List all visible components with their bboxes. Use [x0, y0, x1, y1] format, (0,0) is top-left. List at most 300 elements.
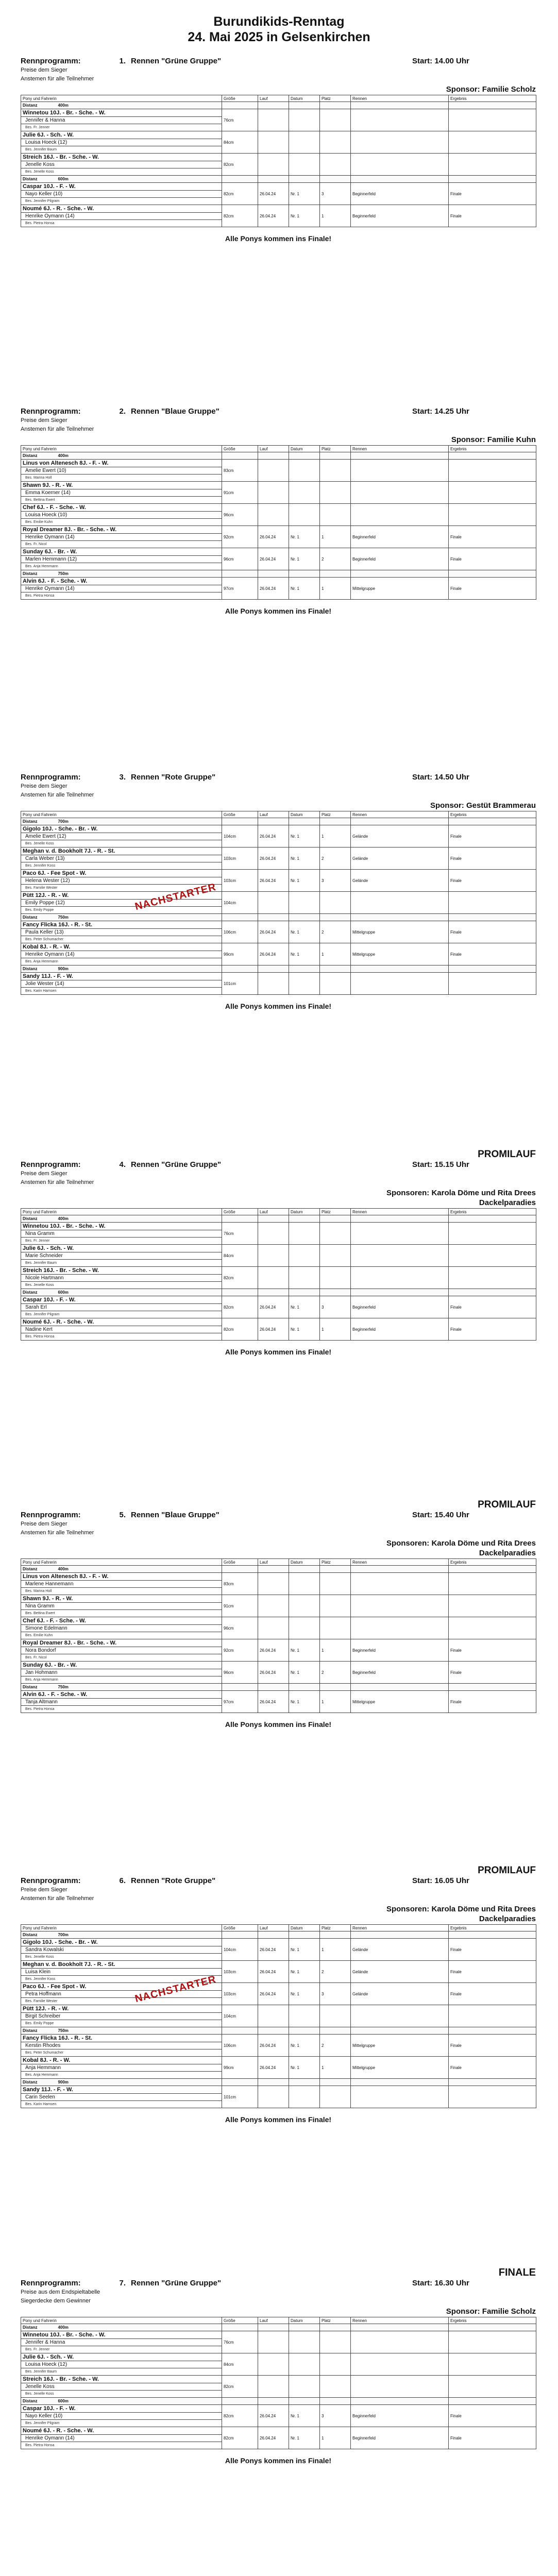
empty-cell	[351, 818, 449, 825]
result-cell: Nr. 1	[289, 2427, 320, 2449]
pony-row	[21, 1961, 536, 1969]
race-start-time: Start: 14.50 Uhr	[412, 773, 469, 782]
result-cell: 26.04.24	[258, 2427, 289, 2449]
race-prize-line: Anstemen für alle Teilnehmer	[21, 76, 94, 82]
result-cell	[258, 1573, 289, 1595]
pony-size: 97cm	[222, 578, 258, 600]
result-cell: 26.04.24	[258, 1318, 289, 1341]
rider-name: Tanja Altmann	[21, 1699, 222, 1706]
owner-name: Bes. Emilie Kuhn	[21, 1632, 222, 1639]
owner-name: Bes. Peter Schumacher	[21, 2049, 222, 2057]
pony-name: Sunday 6J. - Br. - W.	[21, 1662, 222, 1669]
table-header-cell: Ergebnis	[449, 1209, 536, 1215]
result-cell	[289, 504, 320, 526]
promilauf-label: PROMILAUF	[478, 1149, 536, 1160]
result-cell: 26.04.24	[258, 870, 289, 892]
pony-name: Julie 6J. - Sch. - W.	[21, 1245, 222, 1252]
result-cell: Nr. 1	[289, 526, 320, 548]
table-header-cell: Pony und Fahrerin	[21, 1209, 222, 1215]
race-section	[21, 1865, 536, 2124]
result-cell	[320, 1267, 351, 1289]
race-table	[21, 95, 536, 227]
empty-cell	[258, 102, 289, 109]
table-header-cell: Pony und Fahrerin	[21, 1559, 222, 1566]
rider-name: Paula Keller (13)	[21, 929, 222, 936]
result-cell	[258, 2086, 289, 2108]
result-cell	[289, 1267, 320, 1289]
result-cell: Nr. 1	[289, 578, 320, 600]
pony-size: 96cm	[222, 548, 258, 570]
result-cell	[351, 1617, 449, 1639]
distance-label	[21, 1684, 222, 1691]
empty-cell	[222, 102, 258, 109]
result-cell	[258, 1595, 289, 1617]
rennprogramm-label: Rennprogramm:	[21, 1160, 81, 1169]
result-cell	[449, 2086, 536, 2108]
table-header-cell: Platz	[320, 1209, 351, 1215]
table-header-cell: Größe	[222, 2317, 258, 2324]
distance-value: 700m	[58, 1933, 69, 1937]
pony-name: Sunday 6J. - Br. - W.	[21, 548, 222, 556]
result-cell: Nr. 1	[289, 183, 320, 205]
result-cell	[320, 1245, 351, 1267]
pony-name: Shawn 9J. - R. - W.	[21, 1595, 222, 1603]
empty-cell	[289, 1289, 320, 1296]
table-header-cell: Lauf	[258, 811, 289, 818]
nachstarter-stamp: NACHSTARTER	[133, 881, 217, 913]
result-cell: 26.04.24	[258, 848, 289, 870]
owner-name: Bes. Jennifer Baum	[21, 1260, 222, 1267]
result-cell	[449, 1245, 536, 1267]
distance-value: 400m	[58, 1216, 69, 1221]
table-header-cell: Ergebnis	[449, 1925, 536, 1931]
distance-label	[21, 914, 222, 921]
pony-size: 82cm	[222, 1318, 258, 1341]
owner-name: Bes. Karin Hamsen	[21, 2101, 222, 2108]
result-cell	[351, 109, 449, 131]
result-cell: Finale	[449, 943, 536, 965]
owner-name: Bes. Anja Hemmann	[21, 1676, 222, 1684]
empty-cell	[222, 818, 258, 825]
empty-cell	[449, 1215, 536, 1223]
result-cell	[320, 2005, 351, 2027]
owner-name: Bes. Pietra Honsa	[21, 1333, 222, 1341]
race-number: 1.	[119, 57, 126, 65]
table-header-cell: Lauf	[258, 1209, 289, 1215]
owner-name: Bes. Emilie Kuhn	[21, 519, 222, 526]
pony-row	[21, 2427, 536, 2435]
owner-name: Bes. Jenelle Koss	[21, 1954, 222, 1961]
race-prize-line: Anstemen für alle Teilnehmer	[21, 1895, 94, 1902]
distance-value: 750m	[58, 1685, 69, 1689]
empty-cell	[222, 1684, 258, 1691]
result-cell: 2	[320, 548, 351, 570]
empty-cell	[351, 176, 449, 183]
pony-name: Kobal 8J. - R. - W.	[21, 943, 222, 951]
empty-cell	[320, 452, 351, 460]
owner-name: Bes. Fr. Jenner	[21, 1238, 222, 1245]
rider-name: Anja Hemmann	[21, 2064, 222, 2072]
result-cell	[258, 2376, 289, 2398]
owner-name: Bes. Bettina Ewert	[21, 1610, 222, 1617]
result-cell	[320, 892, 351, 914]
empty-cell	[320, 1566, 351, 1573]
empty-cell	[320, 2324, 351, 2331]
race-prize-line: Anstemen für alle Teilnehmer	[21, 1179, 94, 1185]
pony-row	[21, 892, 536, 900]
rider-name: Henrike Oymann (14)	[21, 534, 222, 541]
empty-cell	[320, 1289, 351, 1296]
pony-size: 96cm	[222, 1662, 258, 1684]
all-ponies-finale-note: Alle Ponys kommen ins Finale!	[225, 234, 332, 243]
race-number: 3.	[119, 773, 126, 782]
table-header-cell: Pony und Fahrerin	[21, 1925, 222, 1931]
pony-row	[21, 2376, 536, 2383]
result-cell: Finale	[449, 2035, 536, 2057]
result-cell	[320, 1595, 351, 1617]
result-cell	[258, 482, 289, 504]
pony-size: 104cm	[222, 2005, 258, 2027]
result-cell: Beginnerfeld	[351, 1639, 449, 1662]
pony-row	[21, 460, 536, 467]
race-table	[21, 1924, 536, 2108]
result-cell	[258, 2005, 289, 2027]
distance-row	[21, 1215, 536, 1223]
result-cell: Beginnerfeld	[351, 548, 449, 570]
result-cell: Finale	[449, 1662, 536, 1684]
pony-row	[21, 2331, 536, 2339]
race-section	[21, 407, 536, 615]
pony-name: Sandy 11J. - F. - W.	[21, 973, 222, 980]
empty-cell	[289, 818, 320, 825]
empty-cell	[289, 2027, 320, 2035]
pony-row	[21, 548, 536, 556]
pony-size: 96cm	[222, 1617, 258, 1639]
table-header-cell: Größe	[222, 1925, 258, 1931]
pony-row	[21, 2405, 536, 2413]
result-cell: 26.04.24	[258, 2035, 289, 2057]
result-cell	[320, 109, 351, 131]
result-cell: 1	[320, 526, 351, 548]
result-cell	[351, 892, 449, 914]
rennprogramm-label: Rennprogramm:	[21, 57, 81, 65]
result-cell: Beginnerfeld	[351, 2427, 449, 2449]
pony-row	[21, 205, 536, 213]
empty-cell	[449, 452, 536, 460]
distance-name: Distanz	[23, 2399, 38, 2403]
race-start-time: Start: 16.30 Uhr	[412, 2279, 469, 2287]
rider-name: Marlene Hannemann	[21, 1581, 222, 1588]
result-cell	[289, 2005, 320, 2027]
table-header-cell: Rennen	[351, 95, 449, 102]
empty-cell	[449, 102, 536, 109]
result-cell	[449, 973, 536, 995]
rider-name: Louisa Hoeck (12)	[21, 2361, 222, 2368]
rennprogramm-label: Rennprogramm:	[21, 773, 81, 782]
result-cell: 3	[320, 1983, 351, 2005]
result-cell: Finale	[449, 870, 536, 892]
empty-cell	[449, 914, 536, 921]
owner-name: Bes. Karin Hamsen	[21, 988, 222, 995]
empty-cell	[222, 176, 258, 183]
rider-name: Nadine Kert	[21, 1326, 222, 1333]
empty-cell	[320, 1215, 351, 1223]
rennprogramm-label: Rennprogramm:	[21, 1511, 81, 1519]
result-cell: 1	[320, 1318, 351, 1341]
result-cell	[258, 1245, 289, 1267]
owner-name: Bes. Fr. Nicol	[21, 1654, 222, 1662]
result-cell: Finale	[449, 825, 536, 848]
distance-row	[21, 102, 536, 109]
result-cell	[351, 1223, 449, 1245]
distance-name: Distanz	[23, 915, 38, 920]
pony-size: 101cm	[222, 973, 258, 995]
distance-value: 750m	[58, 571, 69, 576]
pony-name: Meghan v. d. Bookholt 7J. - R. - St.	[21, 848, 222, 855]
result-cell	[289, 973, 320, 995]
result-cell	[320, 1223, 351, 1245]
empty-cell	[289, 1684, 320, 1691]
race-heading	[21, 1160, 536, 1169]
result-cell: 1	[320, 1939, 351, 1961]
empty-cell	[258, 2079, 289, 2086]
table-header-cell: Pony und Fahrerin	[21, 95, 222, 102]
pony-name: Alvin 6J. - F. - Sche. - W.	[21, 578, 222, 585]
race-number: 5.	[119, 1511, 126, 1519]
pony-size: 82cm	[222, 183, 258, 205]
race-start-time: Start: 14.00 Uhr	[412, 57, 469, 65]
race-name: Rennen "Rote Gruppe"	[131, 1876, 216, 1885]
rider-name: Carla Weber (13)	[21, 855, 222, 862]
result-cell	[289, 109, 320, 131]
result-cell: 26.04.24	[258, 1639, 289, 1662]
distance-row	[21, 818, 536, 825]
pony-row	[21, 943, 536, 951]
result-cell	[258, 504, 289, 526]
race-section	[21, 57, 536, 243]
pony-name: Caspar 10J. - F. - W.	[21, 183, 222, 191]
pony-row	[21, 973, 536, 980]
rider-name: Luisa Klein	[21, 1969, 222, 1976]
empty-cell	[222, 2398, 258, 2405]
empty-cell	[258, 965, 289, 973]
race-name: Rennen "Grüne Gruppe"	[131, 2279, 222, 2287]
pony-name: Julie 6J. - Sch. - W.	[21, 2353, 222, 2361]
table-header-cell: Datum	[289, 95, 320, 102]
result-cell: Nr. 1	[289, 1639, 320, 1662]
race-prize-line: Preise dem Sieger	[21, 67, 67, 73]
all-ponies-finale-note: Alle Ponys kommen ins Finale!	[225, 1348, 332, 1356]
owner-name: Bes. Marina Holl	[21, 474, 222, 482]
empty-cell	[258, 818, 289, 825]
distance-value: 700m	[58, 819, 69, 824]
result-cell: Finale	[449, 526, 536, 548]
race-number: 2.	[119, 407, 126, 416]
pony-row	[21, 870, 536, 877]
pony-name: Paco 6J. - Fee Spot - W.	[21, 1983, 222, 1991]
pony-row	[21, 1595, 536, 1603]
result-cell: 1	[320, 943, 351, 965]
result-cell	[449, 460, 536, 482]
distance-name: Distanz	[23, 571, 38, 576]
race-sponsor-sub: Dackelparadies	[479, 1198, 536, 1207]
empty-cell	[320, 1684, 351, 1691]
empty-cell	[320, 965, 351, 973]
distance-label	[21, 1931, 222, 1939]
empty-cell	[258, 1566, 289, 1573]
rider-name: Sarah Erl	[21, 1304, 222, 1311]
distance-row	[21, 1289, 536, 1296]
result-cell: Mittelgruppe	[351, 578, 449, 600]
pony-size: 99cm	[222, 2057, 258, 2079]
table-header-row	[21, 2317, 536, 2324]
empty-cell	[258, 2027, 289, 2035]
result-cell: Nr. 1	[289, 1318, 320, 1341]
race-number: 4.	[119, 1160, 126, 1169]
race-table	[21, 445, 536, 600]
distance-name: Distanz	[23, 967, 38, 971]
result-cell	[289, 2331, 320, 2353]
empty-cell	[258, 2398, 289, 2405]
pony-size: 99cm	[222, 943, 258, 965]
pony-size: 106cm	[222, 921, 258, 943]
owner-name: Bes. Anja Hemmann	[21, 2072, 222, 2079]
empty-cell	[222, 2027, 258, 2035]
result-cell	[449, 1223, 536, 1245]
rider-name: Jenelle Koss	[21, 2383, 222, 2391]
result-cell	[351, 154, 449, 176]
owner-name: Bes. Fr. Jenner	[21, 2346, 222, 2353]
result-cell: 26.04.24	[258, 1691, 289, 1713]
race-number: 7.	[119, 2279, 126, 2287]
rennprogramm-label: Rennprogramm:	[21, 407, 81, 416]
pony-row	[21, 848, 536, 855]
result-cell: Nr. 1	[289, 548, 320, 570]
table-header-cell: Größe	[222, 1559, 258, 1566]
owner-name: Bes. Emily Poppe	[21, 907, 222, 914]
pony-name: Fancy Flicka 16J. - R. - St.	[21, 2035, 222, 2042]
empty-cell	[289, 2324, 320, 2331]
result-cell	[258, 1617, 289, 1639]
rider-name: Helena Wester (12)	[21, 877, 222, 885]
distance-row	[21, 914, 536, 921]
result-cell: Beginnerfeld	[351, 1296, 449, 1318]
empty-cell	[222, 2324, 258, 2331]
owner-name: Bes. Familie Wester	[21, 885, 222, 892]
empty-cell	[351, 102, 449, 109]
pony-size: 101cm	[222, 2086, 258, 2108]
distance-value: 750m	[58, 915, 69, 920]
race-table	[21, 1558, 536, 1713]
distance-name: Distanz	[23, 1685, 38, 1689]
table-header-cell: Pony und Fahrerin	[21, 2317, 222, 2324]
result-cell	[258, 1267, 289, 1289]
empty-cell	[351, 1931, 449, 1939]
result-cell: 26.04.24	[258, 548, 289, 570]
empty-cell	[449, 570, 536, 578]
race-sponsor: Sponsor: Gestüt Brammerau	[430, 801, 536, 810]
race-heading	[21, 2279, 536, 2287]
empty-cell	[351, 965, 449, 973]
empty-cell	[258, 2324, 289, 2331]
owner-name: Bes. Bettina Ewert	[21, 497, 222, 504]
rider-name: Emma Koerner (14)	[21, 489, 222, 497]
result-cell: Gelände	[351, 1983, 449, 2005]
distance-value: 400m	[58, 1567, 69, 1571]
rider-name: Henrike Oymann (14)	[21, 585, 222, 592]
race-name: Rennen "Grüne Gruppe"	[131, 57, 222, 65]
distance-name: Distanz	[23, 1290, 38, 1295]
pony-name: Pütt 12J. - R. - W.	[21, 2005, 222, 2013]
race-prize-line: Anstemen für alle Teilnehmer	[21, 1530, 94, 1536]
pony-row	[21, 2057, 536, 2064]
race-section	[21, 2267, 536, 2465]
table-header-cell: Lauf	[258, 95, 289, 102]
pony-size: 92cm	[222, 526, 258, 548]
result-cell: Gelände	[351, 870, 449, 892]
pony-name: Royal Dreamer 8J. - Br. - Sche. - W.	[21, 526, 222, 534]
result-cell	[320, 482, 351, 504]
result-cell: Nr. 1	[289, 870, 320, 892]
result-cell	[449, 1267, 536, 1289]
distance-name: Distanz	[23, 2080, 38, 2084]
table-header-cell: Pony und Fahrerin	[21, 811, 222, 818]
distance-name: Distanz	[23, 2028, 38, 2033]
pony-size: 82cm	[222, 2376, 258, 2398]
distance-value: 600m	[58, 177, 69, 181]
table-header-cell: Datum	[289, 811, 320, 818]
pony-name: Shawn 9J. - R. - W.	[21, 482, 222, 489]
result-cell: 1	[320, 205, 351, 227]
pony-name: Streich 16J. - Br. - Sche. - W.	[21, 154, 222, 161]
rider-name: Emily Poppe (12)	[21, 900, 222, 907]
rider-name: Henrike Oymann (14)	[21, 213, 222, 220]
race-section	[21, 1149, 536, 1356]
empty-cell	[449, 1931, 536, 1939]
distance-label	[21, 570, 222, 578]
result-cell	[351, 1573, 449, 1595]
pony-row	[21, 183, 536, 191]
result-cell: Nr. 1	[289, 2057, 320, 2079]
rider-name: Kerstin Rhodes	[21, 2042, 222, 2049]
result-cell: Nr. 1	[289, 825, 320, 848]
race-prize-line: Preise dem Sieger	[21, 1171, 67, 1177]
pony-row	[21, 131, 536, 139]
pony-size: 82cm	[222, 2405, 258, 2427]
result-cell: 1	[320, 825, 351, 848]
empty-cell	[222, 1289, 258, 1296]
distance-row	[21, 965, 536, 973]
race-start-time: Start: 14.25 Uhr	[412, 407, 469, 416]
result-cell: 26.04.24	[258, 2057, 289, 2079]
distance-value: 900m	[58, 967, 69, 971]
result-cell: Nr. 1	[289, 943, 320, 965]
result-cell: Nr. 1	[289, 1662, 320, 1684]
empty-cell	[449, 1684, 536, 1691]
result-cell: Finale	[449, 1939, 536, 1961]
owner-name: Bes. Jenelle Koss	[21, 840, 222, 848]
result-cell: Nr. 1	[289, 205, 320, 227]
pony-name: Winnetou 10J. - Br. - Sche. - W.	[21, 1223, 222, 1230]
owner-name: Bes. Pietra Honsa	[21, 592, 222, 600]
distance-row	[21, 452, 536, 460]
owner-name: Bes. Marina Holl	[21, 1588, 222, 1595]
result-cell	[320, 1573, 351, 1595]
pony-row	[21, 2086, 536, 2094]
empty-cell	[289, 102, 320, 109]
all-ponies-finale-note: Alle Ponys kommen ins Finale!	[225, 1720, 332, 1728]
result-cell	[449, 2331, 536, 2353]
